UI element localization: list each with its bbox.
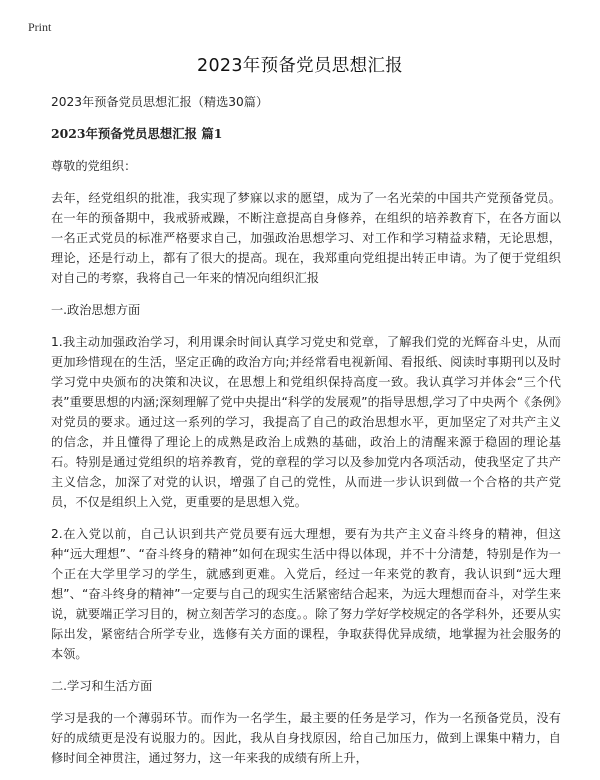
print-link[interactable]: Print: [28, 20, 52, 34]
paragraph-study: 学习是我的一个薄弱环节。而作为一名学生，最主要的任务是学习，作为一名预备党员，没有好的成绩更是没有说服力的。因此，我从自身找原因，给自己加压力，做到上课集中精力，自修时间全神贯注，通过努力，这一年来我的成绩有所上升，: [51, 711, 561, 765]
heading-study-life: 二.学习和生活方面: [51, 679, 153, 693]
page-title: 2023年预备党员思想汇报: [197, 56, 403, 76]
paragraph-political-1: 1.我主动加强政治学习，利用课余时间认真学习党史和党章，了解我们党的光辉奋斗史，从而更加珍惜现在的生活，坚定正确的政治方向;并经常看电视新闻、看报纸、阅读时事期刊以及时学习党中央颁布的决策和决议，在思想上和党组织保持高度一致。我认真学习并体会“三个代表”重要思想的内涵;深刻理解了党中央提出“科学的发展观”的指导思想,学习了中央两个《条例》对党员的要求。通过这一系列的学习，我提高了自己的政治思想水平，更加坚定了对共产主义的信念，并且懂得了理论上的成熟是政治上成熟的基础，政治上的清醒来源于稳固的理论基石。特别是通过党组织的培养教育，党的章程的学习以及参加党内各项活动，使我坚定了共产主义信念，加深了对党的认识，增强了自己的党性，从而进一步认识到做一个合格的共产党员，不仅是组织上入党，更重要的是思想入党。: [51, 335, 561, 509]
document-subtitle: 2023年预备党员思想汇报（精选30篇）: [51, 95, 269, 109]
heading-political-thought: 一.政治思想方面: [51, 303, 141, 317]
paragraph-political-2: 2.在入党以前，自己认识到共产党员要有远大理想，要有为共产主义奋斗终身的精神，但这种“远大理想”、“奋斗终身的精神”如何在现实生活中得以体现，并不十分清楚，特别是作为一个正在大学里学习的学生，就感到更难。入党后，经过一年来党的教育，我认识到“远大理想”、“奋斗终身的精神”一定要与自己的现实生活紧密结合起来，为远大理想而奋斗，对学生来说，就要端正学习目的，树立刻苦学习的态度。。除了努力学好学校规定的各学科外，还要从实际出发，紧密结合所学专业，选修有关方面的课程，争取获得优异成绩，地掌握为社会服务的本领。: [51, 527, 561, 661]
greeting: 尊敬的党组织：: [51, 159, 137, 173]
paragraph-intro: 去年，经党组织的批准，我实现了梦寐以求的愿望，成为了一名光荣的中国共产党预备党员。在一年的预备期中，我戒骄戒躁，不断注意提高自身修养，在组织的培养教育下，在各方面以一名正式党员的标准严格要求自己，加强政治思想学习、对工作和学习精益求精，无论思想，理论，还是行动上，都有了很大的提高。现在，我郑重向党组提出转正申请。为了便于党组织对自己的考察，我将自己一年来的情况向组织汇报: [51, 191, 561, 285]
document-body: [51, 92, 561, 780]
section-heading: 2023年预备党员思想汇报 篇1: [51, 126, 223, 141]
